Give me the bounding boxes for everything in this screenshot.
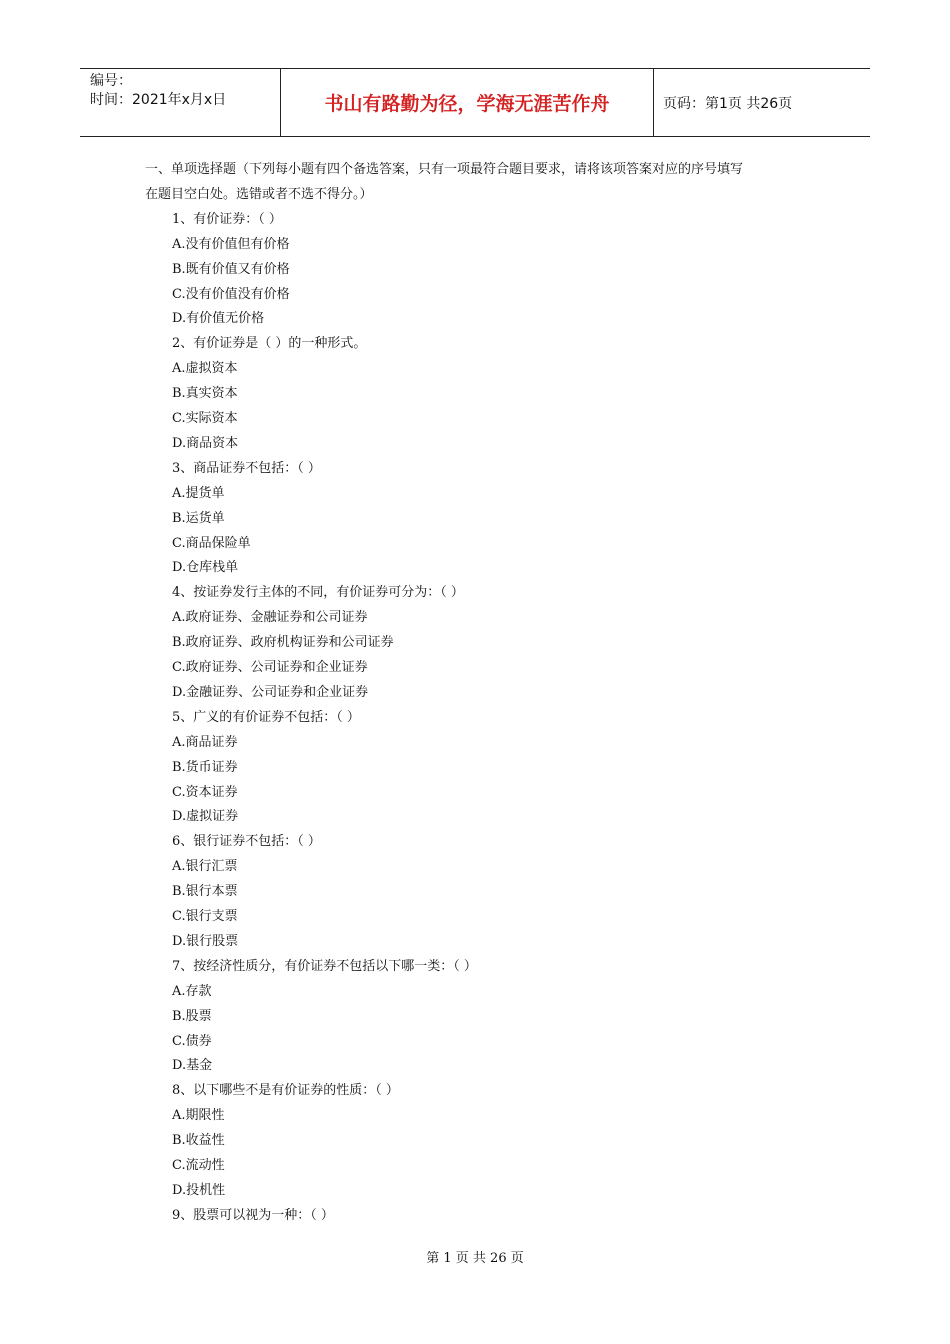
header-page-number: 页码：第1页 共26页	[663, 95, 793, 112]
answer-option: B.真实资本	[172, 386, 238, 402]
answer-option: D.投机性	[172, 1182, 226, 1198]
code-label: 编号：	[90, 73, 132, 89]
answer-option: C.银行支票	[172, 909, 238, 924]
question-text: 2、有价证券是（ ）的一种形式。	[172, 336, 367, 352]
answer-option: D.商品资本	[172, 435, 239, 451]
page-header	[80, 68, 870, 137]
answer-option: D.基金	[172, 1058, 213, 1074]
answer-option: B.收益性	[172, 1133, 225, 1149]
answer-option: A.商品证券	[172, 734, 238, 750]
question-text: 5、广义的有价证券不包括：（ ）	[172, 709, 360, 725]
header-meta	[80, 69, 281, 136]
question-text: 3、商品证券不包括：（ ）	[172, 460, 321, 476]
question-text: 4、按证券发行主体的不同，有价证券可分为：（ ）	[172, 585, 464, 601]
answer-option: B.运货单	[172, 510, 225, 526]
answer-option: B.政府证券、政府机构证券和公司证券	[172, 635, 394, 651]
answer-option: D.虚拟证券	[172, 809, 239, 825]
answer-option: A.政府证券、金融证券和公司证券	[172, 610, 368, 626]
answer-option: B.股票	[172, 1008, 212, 1024]
answer-option: B.既有价值又有价格	[172, 261, 290, 277]
question-text: 8、以下哪些不是有价证券的性质：（ ）	[172, 1083, 399, 1099]
question-text: 1、有价证券：（ ）	[172, 211, 282, 227]
answer-option: A.虚拟资本	[172, 361, 238, 377]
answer-option: B.银行本票	[172, 884, 238, 900]
answer-option: D.银行股票	[172, 933, 239, 949]
answer-option: D.金融证券、公司证券和企业证券	[172, 684, 369, 700]
answer-option: C.政府证券、公司证券和企业证券	[172, 660, 368, 675]
answer-option: C.资本证券	[172, 784, 238, 800]
answer-option: C.没有价值没有价格	[172, 286, 290, 302]
answer-option: C.商品保险单	[172, 535, 251, 551]
answer-option: A.提货单	[172, 485, 225, 501]
answer-option: A.银行汇票	[172, 859, 238, 875]
page-footer: 第 1 页 共 26 页	[426, 1251, 524, 1266]
instructions-line: 一、单项选择题（下列每小题有四个备选答案，只有一项最符合题目要求，请将该项答案对应的序号填写	[145, 162, 744, 177]
answer-option: C.实际资本	[172, 411, 238, 426]
answer-option: B.货币证券	[172, 759, 238, 775]
answer-option: C.流动性	[172, 1158, 225, 1173]
answer-option: A.存款	[172, 983, 212, 999]
question-text: 6、银行证券不包括：（ ）	[172, 834, 321, 850]
question-text: 7、按经济性质分，有价证券不包括以下哪一类：（ ）	[172, 958, 477, 974]
time-label: 时间：2021年x月x日	[90, 92, 227, 108]
answer-option: A.没有价值但有价格	[172, 236, 290, 252]
answer-option: D.有价值无价格	[172, 311, 265, 327]
answer-option: A.期限性	[172, 1108, 225, 1124]
instructions-line: 在题目空白处。选错或者不选不得分。）	[145, 186, 373, 202]
header-motto: 书山有路勤为径，学海无涯苦作舟	[281, 69, 654, 136]
answer-option: D.仓库栈单	[172, 560, 239, 576]
answer-option: C.债券	[172, 1033, 212, 1049]
question-text: 9、股票可以视为一种：（ ）	[172, 1207, 334, 1223]
